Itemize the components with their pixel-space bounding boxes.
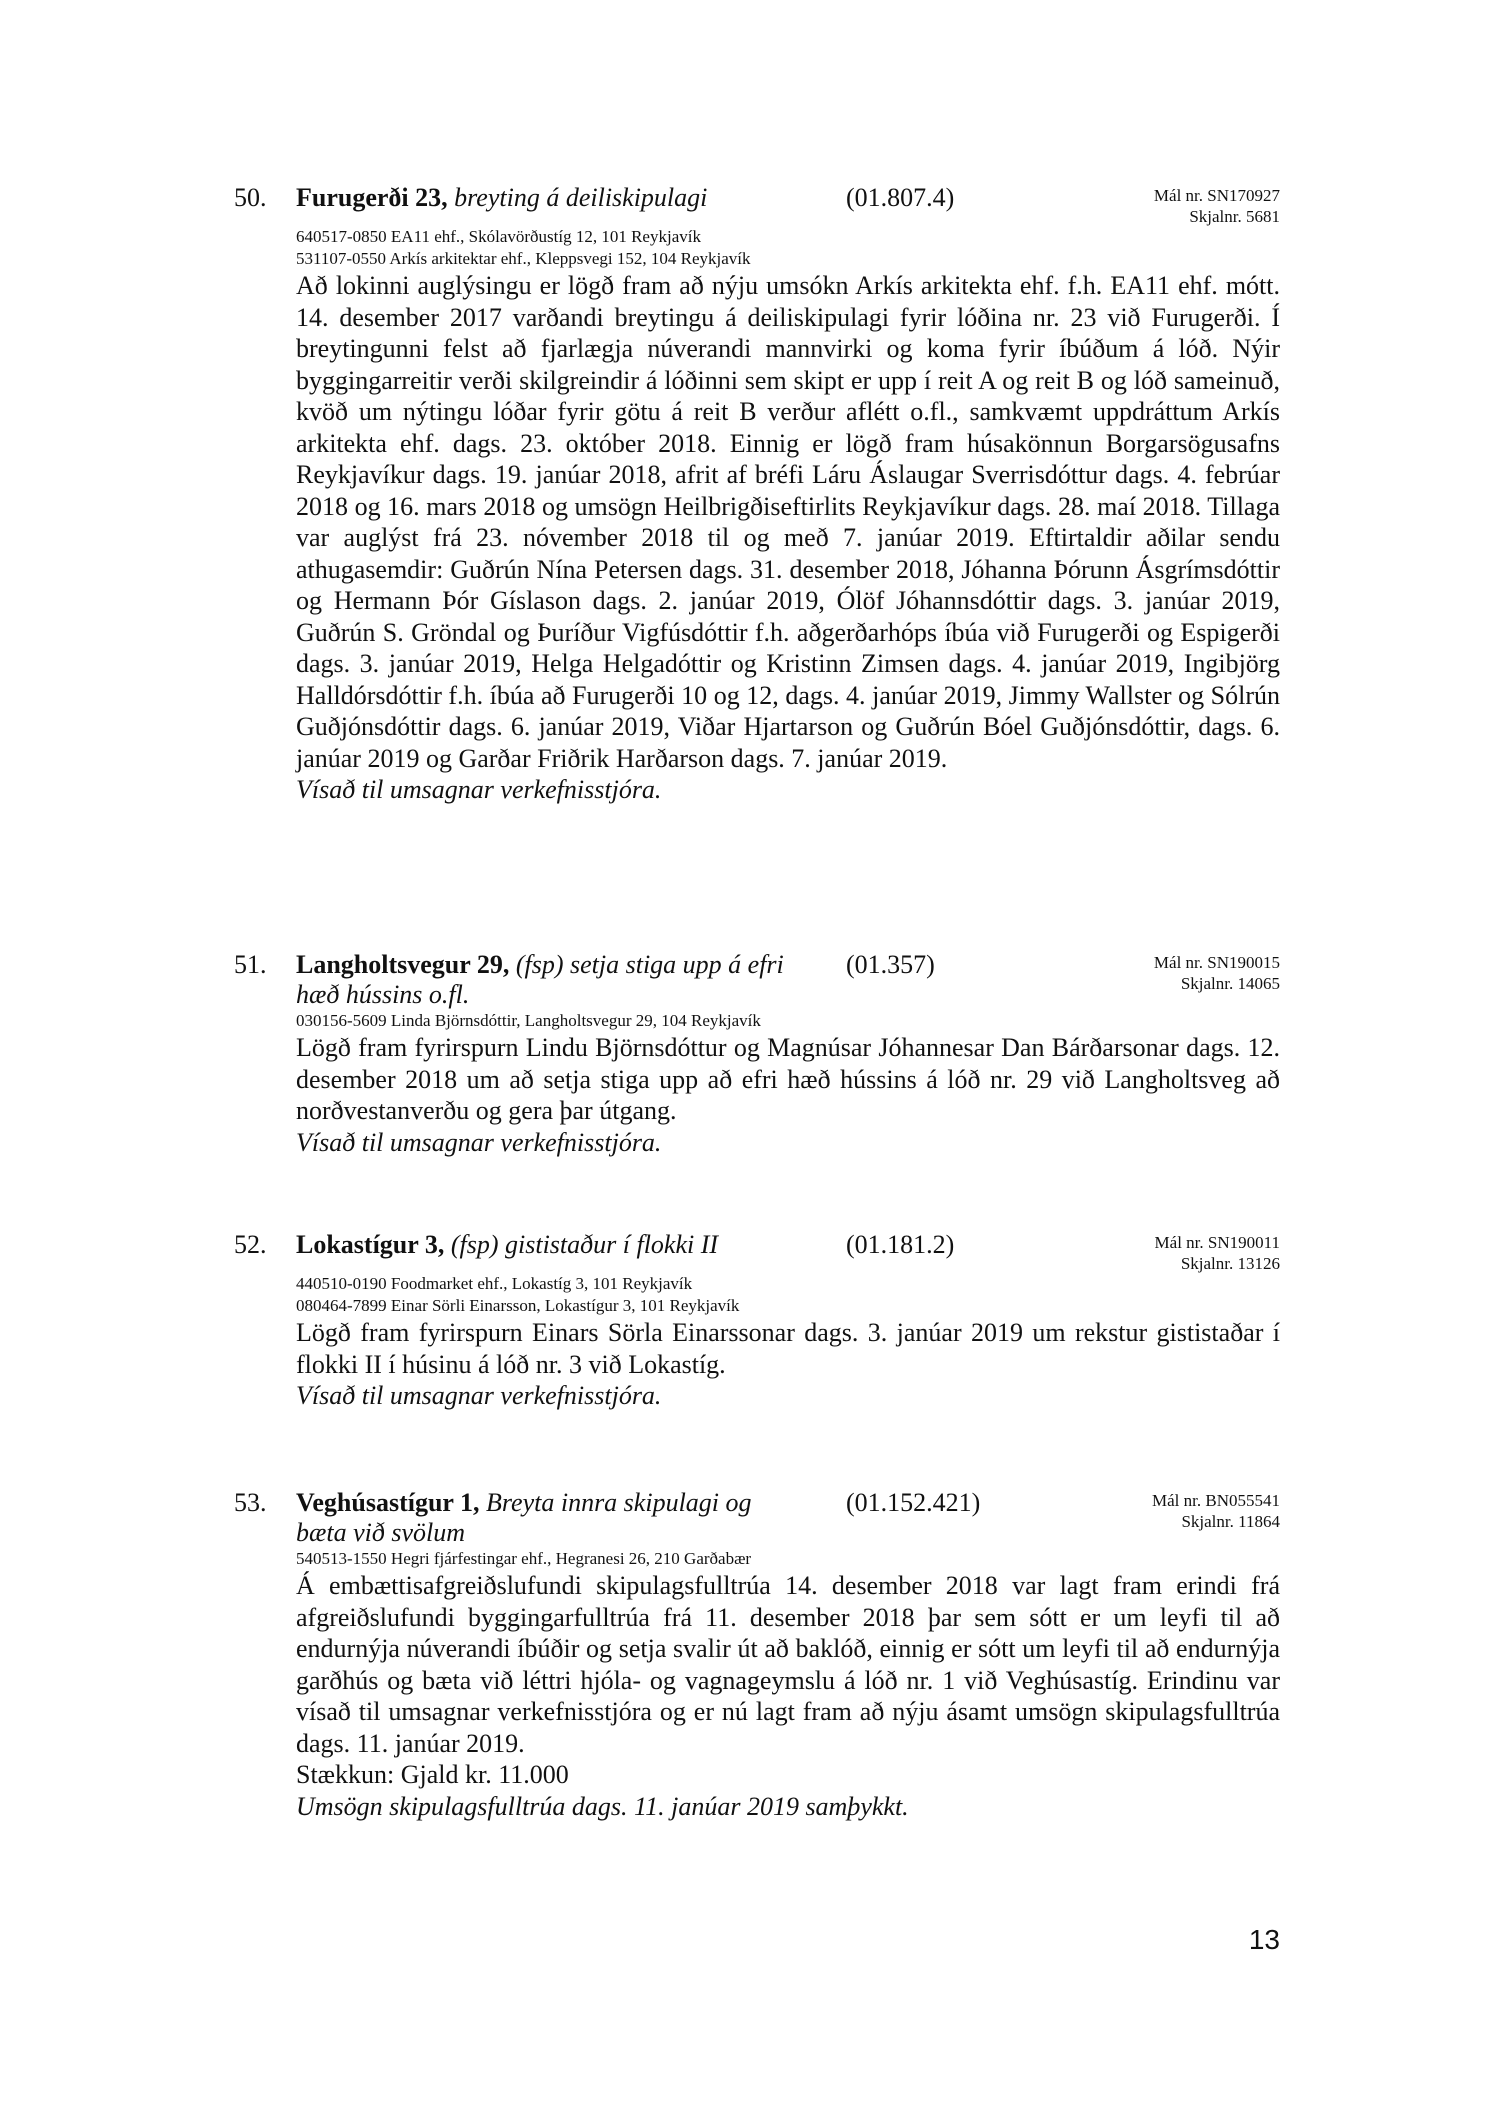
case-number: Mál nr. SN170927: [1153, 186, 1280, 205]
item-body: [296, 226, 1280, 806]
item-land-code: (01.357): [846, 950, 935, 979]
item-text: Lögð fram fyrirspurn Lindu Björnsdóttur og Magnúsar Jóhannesar Dan Bárðarsonar dags. 12. desember 2018 um að setja stiga upp að efri hæð hússins á lóð nr. 29 við Langholtsveg að norðvestanverðu og gera þar útgang.: [296, 1033, 1280, 1125]
case-number: Mál nr. SN190011: [1154, 1233, 1280, 1252]
case-number: Mál nr. BN055541: [1152, 1491, 1280, 1510]
item-body: [296, 1548, 1280, 1822]
item-decision: Umsögn skipulagsfulltrúa dags. 11. janúar 2019 samþykkt.: [296, 1791, 909, 1821]
applicant-line: 080464-7899 Einar Sörli Einarsson, Lokastígur 3, 101 Reykjavík: [296, 1296, 740, 1315]
item-decision: Vísað til umsagnar verkefnisstjóra.: [296, 775, 662, 804]
applicant-line: 030156-5609 Linda Björnsdóttir, Langholtsvegur 29, 104 Reykjavík: [296, 1011, 761, 1030]
item-land-code: (01.152.421): [846, 1488, 981, 1517]
item-title: [296, 183, 806, 213]
item-text: Lögð fram fyrirspurn Einars Sörla Einarssonar dags. 3. janúar 2019 um rekstur gististaðar í flokki II í húsinu á lóð nr. 3 við Lokastíg.: [296, 1318, 1280, 1379]
item-address: Langholtsvegur 29,: [296, 950, 510, 979]
item-address: Veghúsastígur 1,: [296, 1488, 480, 1517]
agenda-item-50: [234, 183, 1280, 806]
item-header: [234, 1230, 1280, 1273]
document-number: Skjalnr. 5681: [1189, 207, 1280, 226]
item-case-ref: [1154, 952, 1280, 994]
page-number: 13: [1248, 1924, 1280, 1955]
agenda-item-52: [234, 1230, 1280, 1412]
applicant-line: 531107-0550 Arkís arkitektar ehf., Kleppsvegi 152, 104 Reykjavík: [296, 249, 751, 268]
item-text: Að lokinni auglýsingu er lögð fram að nýju umsókn Arkís arkitekta ehf. f.h. EA11 ehf. mótt. 14. desember 2017 varðandi breytingu á deiliskipulagi fyrir lóðina nr. 23 við Furugerði. Í breytingunni felst að fjarlægja núverandi mannvirki og koma fyrir íbúðum á lóð. Nýir byggingarreitir verði skilgreindir á lóðinni sem skipt er upp í reit A og reit B og lóð sameinuð, kvöð um nýtingu lóðar fyrir götu á reit B verður aflétt o.fl., samkvæmt uppdráttum Arkís arkitekta ehf. dags. 23. október 2018. Einnig er lögð fram húsakönnun Borgarsögusafns Reykjavíkur dags. 19. janúar 2018, afrit af bréfi Láru Áslaugar Sverrisdóttur dags. 4. febrúar 2018 og 16. mars 2018 og umsögn Heilbrigðiseftirlits Reykjavíkur dags. 28. maí 2018. Tillaga var auglýst frá 23. nóvember 2018 til og með 7. janúar 2019. Eftirtaldir aðilar sendu athugasemdir: Guðrún Nína Petersen dags. 31. desember 2018, Jóhanna Þórunn Ásgrímsdóttir og Hermann Þór Gíslason dags. 2. janúar 2019, Ólöf Jóhannsdóttir dags. 3. janúar 2019, Guðrún S. Gröndal og Þuríður Vigfúsdóttir f.h. aðgerðarhóps íbúa við Furugerði og Espigerði dags. 3. janúar 2019, Helga Helgadóttir og Kristinn Zimsen dags. 4. janúar 2019, Ingibjörg Halldórsdóttir f.h. íbúa að Furugerði 10 og 12, dags. 4. janúar 2019, Jimmy Wallster og Sólrún Guðjónsdóttir dags. 6. janúar 2019, Viðar Hjartarson og Guðrún Bóel Guðjónsdóttir, dags. 6. janúar 2019 og Garðar Friðrik Harðarson dags. 7. janúar 2019.: [296, 271, 1280, 773]
item-fee: Stækkun: Gjald kr. 11.000: [296, 1760, 569, 1789]
document-number: Skjalnr. 14065: [1180, 974, 1280, 993]
applicant-line: 540513-1550 Hegri fjárfestingar ehf., Hegranesi 26, 210 Garðabær: [296, 1549, 752, 1568]
item-title: [296, 1488, 806, 1548]
item-case-ref: [1152, 1490, 1280, 1532]
item-case-ref: [1155, 1232, 1280, 1274]
agenda-item-51: [234, 950, 1280, 1158]
item-number: 51.: [234, 950, 267, 979]
document-number: Skjalnr. 11864: [1181, 1512, 1280, 1531]
item-title: [296, 1230, 806, 1260]
item-land-code: (01.181.2): [846, 1230, 955, 1259]
item-text: Á embættisafgreiðslufundi skipulagsfulltrúa 14. desember 2018 var lagt fram erindi frá afgreiðslufundi byggingarfulltrúa frá 11. desember 2018 þar sem sótt er um leyfi til að endurnýja núverandi íbúðir og setja svalir út að baklóð, einnig er sótt um leyfi til að endurnýja garðhús og bæta við léttri hjóla- og vagnageymslu á lóð nr. 1 við Veghúsastíg. Erindinu var vísað til umsagnar verkefnisstjóra og er nú lagt fram að nýju ásamt umsögn skipulagsfulltrúa dags. 11. janúar 2019.: [296, 1571, 1280, 1758]
item-address: Furugerði 23,: [296, 183, 448, 212]
case-number: Mál nr. SN190015: [1153, 953, 1280, 972]
agenda-item-53: [234, 1488, 1280, 1822]
item-decision: Vísað til umsagnar verkefnisstjóra.: [296, 1127, 662, 1157]
item-description: breyting á deiliskipulagi: [454, 183, 708, 212]
item-header: [234, 950, 1280, 1010]
item-decision: Vísað til umsagnar verkefnisstjóra.: [296, 1381, 662, 1410]
item-case-ref: [1154, 185, 1280, 227]
applicant-line: 440510-0190 Foodmarket ehf., Lokastíg 3, 101 Reykjavík: [296, 1274, 693, 1293]
item-title: [296, 950, 816, 1010]
item-number: 53.: [234, 1488, 267, 1517]
item-header: [234, 1488, 1280, 1548]
item-body: [296, 1010, 1280, 1158]
item-description: (fsp) gististaður í flokki II: [450, 1230, 719, 1259]
item-header: [234, 183, 1280, 226]
item-body: [296, 1273, 1280, 1412]
item-description: (fsp) setja stiga upp á efri hæð hússins o.fl.: [296, 950, 784, 1009]
item-number: 52.: [234, 1230, 267, 1259]
item-address: Lokastígur 3,: [296, 1230, 445, 1259]
item-number: 50.: [234, 183, 267, 212]
document-number: Skjalnr. 13126: [1180, 1254, 1280, 1273]
applicant-line: 640517-0850 EA11 ehf., Skólavörðustíg 12, 101 Reykjavík: [296, 227, 701, 246]
item-land-code: (01.807.4): [846, 183, 955, 212]
item-description: Breyta innra skipulagi og bæta við svölum: [296, 1488, 752, 1547]
